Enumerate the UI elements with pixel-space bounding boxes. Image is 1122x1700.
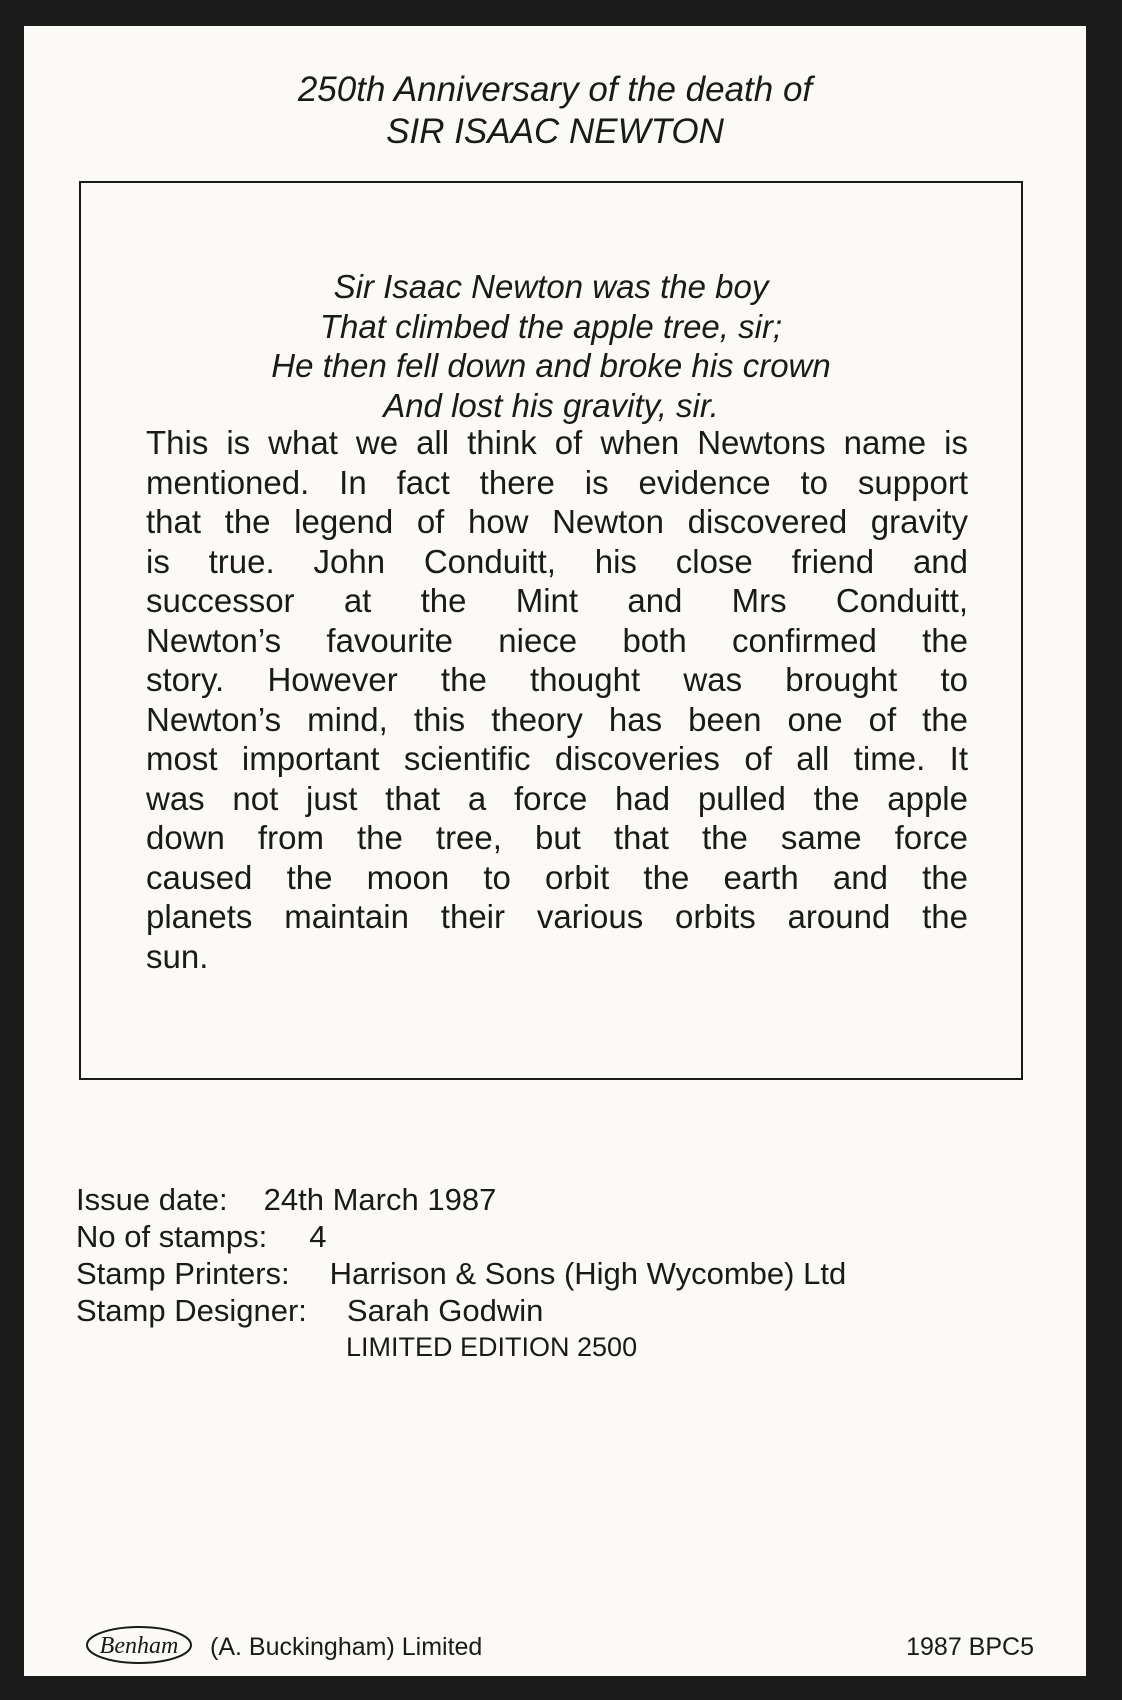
text-frame [79,181,1023,1080]
body-paragraph [146,423,968,976]
paragraph-line: planets maintain their various orbits around the [146,898,968,935]
paragraph-line: that the legend of how Newton discovered gravity [146,503,968,540]
paragraph-line: most important scientific discoveries of all time. It [146,740,968,777]
poem [81,267,1021,425]
limited-edition-note: LIMITED EDITION 2500 [346,1332,638,1362]
poem-line: That climbed the apple tree, sir; [319,307,783,345]
paragraph-line: caused the moon to orbit the earth and the [146,858,968,896]
paragraph-line: mentioned. In fact there is evidence to support [146,463,968,501]
stamps-count-value: 4 [309,1219,327,1254]
stamp-printers-row [76,1255,846,1292]
title-line-2: SIR ISAAC NEWTON [386,112,724,151]
catalog-number: 1987 BPC5 [906,1633,1034,1661]
title-line-1: 250th Anniversary of the death of [297,70,813,109]
stamps-count-label: No of stamps: [76,1219,268,1254]
paragraph-line: Newton’s mind, this theory has been one of the [146,700,968,738]
paragraph-line: Newton’s favourite niece both confirmed the [146,621,968,659]
stamp-designer-label: Stamp Designer: [76,1293,307,1328]
paragraph-line: successor at the Mint and Mrs Conduitt, [146,582,968,619]
publisher-name: (A. Buckingham) Limited [210,1633,483,1661]
paragraph-line: was not just that a force had pulled the apple [146,779,968,817]
stamp-designer-value: Sarah Godwin [346,1293,544,1328]
issue-date-value: 24th March 1987 [263,1182,497,1217]
benham-logo [84,1623,194,1667]
paragraph-line: down from the tree, but that the same force [146,819,968,856]
paragraph-line: sun. [146,937,209,975]
cover-card [24,26,1086,1676]
paragraph-line: This is what we all think of when Newtons name is [146,424,968,461]
poem-line: Sir Isaac Newton was the boy [333,268,769,305]
stamps-count-row [76,1218,327,1255]
paragraph-line: is true. John Conduitt, his close friend and [146,542,968,580]
stamp-designer-row [76,1292,543,1329]
paragraph-line: story. However the thought was brought to [146,661,968,698]
poem-line: He then fell down and broke his crown [271,347,831,384]
issue-date-label: Issue date: [76,1182,228,1217]
stamp-printers-value: Harrison & Sons (High Wycombe) Ltd [329,1256,847,1291]
poem-line: And lost his gravity, sir. [383,386,719,424]
stamp-printers-label: Stamp Printers: [76,1256,290,1291]
benham-logo-text: Benham [99,1633,179,1659]
issue-date-row [76,1181,496,1218]
